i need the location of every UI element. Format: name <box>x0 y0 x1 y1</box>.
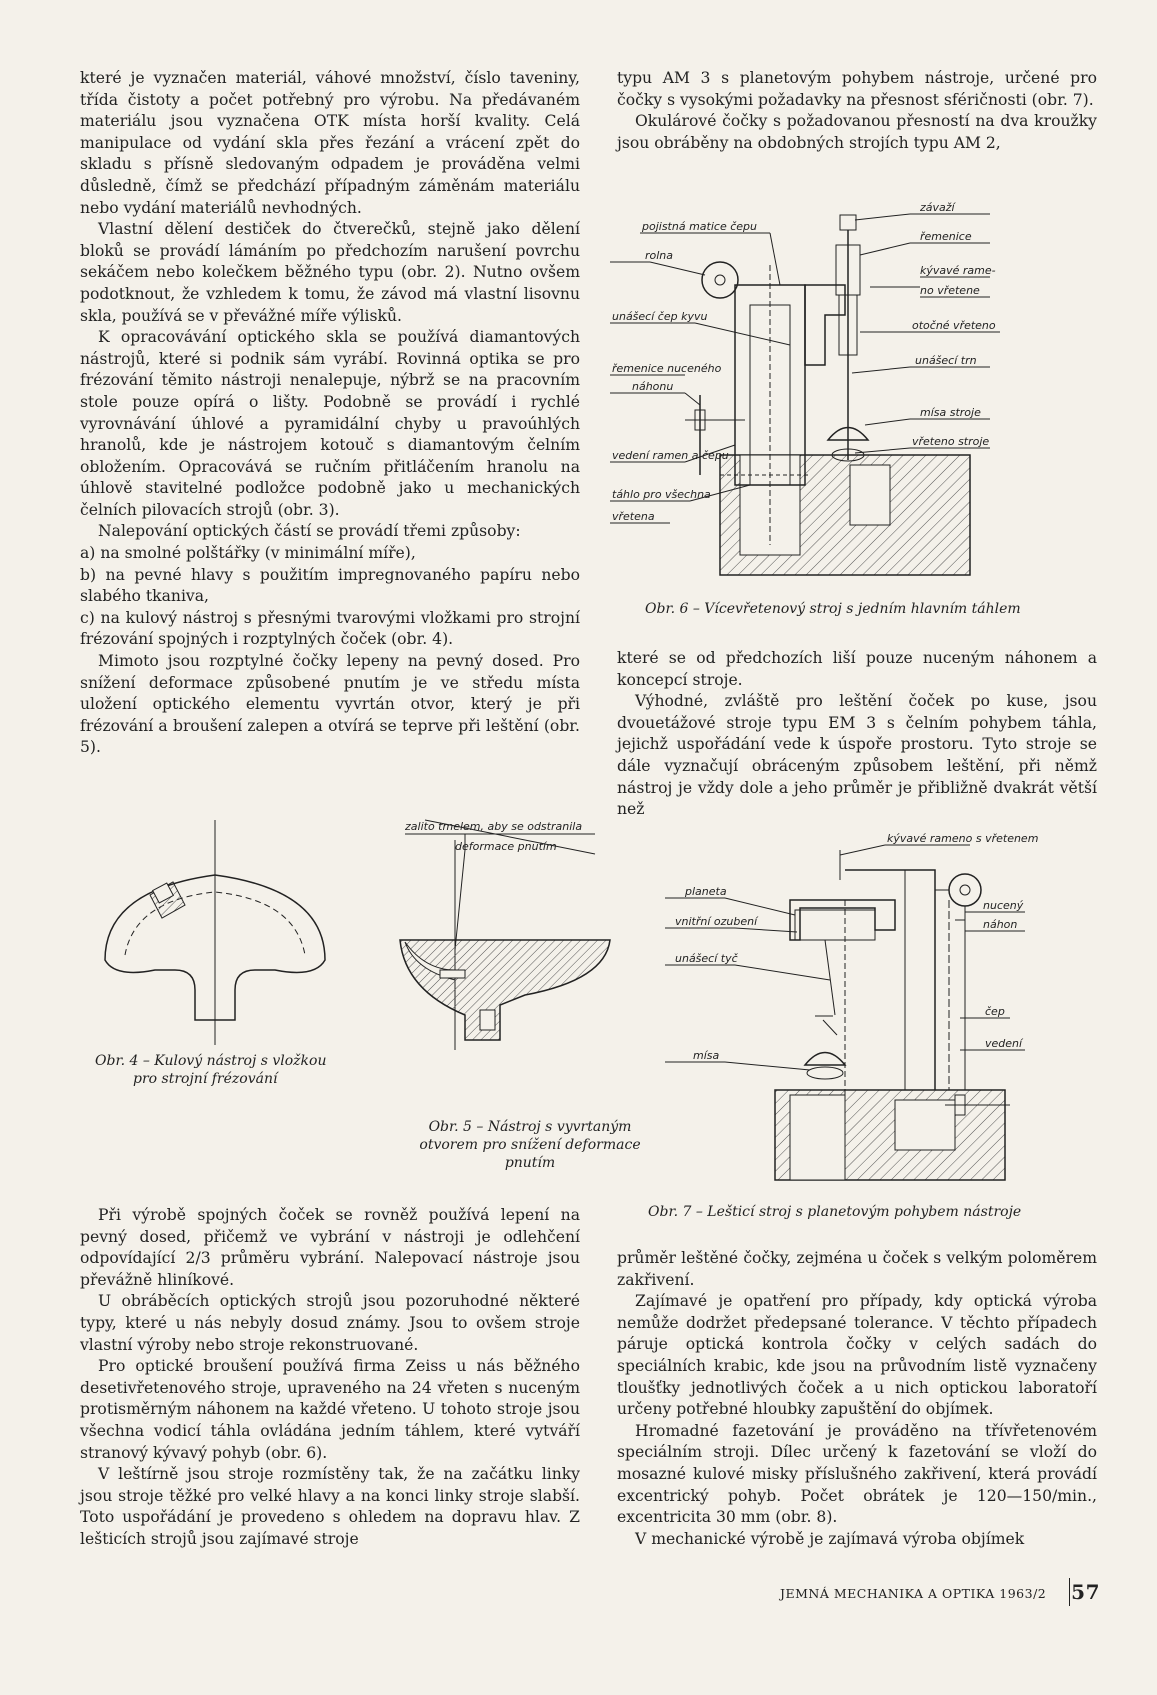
fig6-label-tahlo-1: táhlo pro všechna <box>612 488 711 501</box>
left-column-text-lower <box>80 1205 580 1551</box>
page-footer <box>780 1580 1100 1604</box>
fig7-label-nuceny-1: nucený <box>983 899 1024 912</box>
fig7-label-misa: mísa <box>693 1049 720 1062</box>
left-column-paragraph: c) na kulový nástroj s přesnými tvarovými vložkami pro strojní frézování spojných i rozptylných čoček (obr. 4). <box>80 608 580 649</box>
fig6-label-tahlo-2: vřetena <box>612 510 655 523</box>
figure-5-drawing <box>395 820 625 1060</box>
left-column-2-paragraph: Při výrobě spojných čoček se rovněž používá lepení na pevný dosed, přičemž ve vybrání v nástroji je odlehčení odpovídající 2/3 průměru vybrání. Nalepovací nástroje jsou převážně hliníkové. <box>80 1206 580 1289</box>
fig5-label-zalito: zalito tmelem, aby se odstranila <box>405 820 583 833</box>
left-column-paragraph: Nalepování optických částí se provádí třemi způsoby: <box>98 522 521 541</box>
page-number: 57 <box>1071 1580 1100 1604</box>
fig6-label-unaseci-trn: unášecí trn <box>915 354 977 367</box>
figure-5-caption <box>400 1118 660 1172</box>
fig6-label-remenice-nuceneho-2: náhonu <box>632 380 674 393</box>
figure-5-caption-line-3: pnutím <box>504 1155 556 1171</box>
left-column-paragraph: Vlastní dělení destiček do čtverečků, stejně jako dělení bloků se provádí lámáním po předchozím narušení povrchu sekáčem nebo kolečkem běžného typu (obr. 2). Nutno ovšem podotknout, že vzhledem k tomu, že závod má vlastní lisovnu skla, používá se v převážné míře výlisků. <box>80 220 580 325</box>
right-column-3-paragraph: průměr leštěné čočky, zejména u čoček s velkým poloměrem zakřivení. <box>617 1249 1097 1289</box>
right-column-paragraph: Okulárové čočky s požadovanou přesností na dva kroužky jsou obráběny na obdobných strojích typu AM 2, <box>617 112 1097 152</box>
fig6-label-misa-stroje: mísa stroje <box>920 406 981 419</box>
right-column-text-lower <box>617 1248 1097 1550</box>
fig6-label-kyvave-rameno-1: kývavé rame- <box>920 264 996 277</box>
fig7-label-cep: čep <box>985 1005 1005 1018</box>
left-column-2-paragraph: V leštírně jsou stroje rozmístěny tak, že na začátku linky jsou stroje těžké pro velké hlavy a na konci linky stroje slabší. Toto uspořádání je provedeno s ohledem na dopravu hlav. Z lešticích strojů jsou zajímavé stroje <box>80 1465 580 1548</box>
right-column-text <box>617 68 1097 154</box>
fig7-label-kyvave-rameno: kývavé rameno s vřetenem <box>887 832 1039 845</box>
left-column-paragraph: které je vyznačen materiál, váhové množství, číslo taveniny, třída čistoty a počet potřebný pro výrobu. Na předávaném materiálu jsou vyznačena OTK místa horší kvality. Celá manipulace od vydání skla přes řezání a vrácení zpět do skladu s přísně sledovaným odpadem je prováděna velmi důsledně, čímž se předchází případným záměnám materiálu nebo vydání materiálů nevhodných. <box>80 69 580 217</box>
left-column-paragraph: b) na pevné hlavy s použitím impregnovaného papíru nebo slabého tkaniva, <box>80 565 580 606</box>
figure-4-caption <box>95 1052 375 1088</box>
fig6-label-vedeni-ramen: vedení ramen a čepu <box>612 449 729 462</box>
figure-4-drawing <box>95 820 345 1050</box>
left-column-2-paragraph: Pro optické broušení používá firma Zeiss u nás běžného desetivřetenového stroje, upraveného na 24 vřeten s nuceným protisměrným náhonem na každé vřeteno. U tohoto stroje jsou všechna vodicí táhla ovládána jedním táhlem, které vytváří stranový kývavý pohyb (obr. 6). <box>80 1357 580 1462</box>
fig7-label-vedeni: vedení <box>985 1037 1023 1050</box>
left-column-paragraph: K opracovávání optického skla se používá diamantových nástrojů, které si podnik sám vyrábí. Rovinná optika se pro frézování těmito nástroji nenalepuje, nýbrž se na pracovním stole pouze opírá o lišty. Podobně se provádí i rychlé vyrovnávání úhlové a pyramidální chyby u pravoúhlých hranolů, kde je nástrojem kotouč s diamantovým čelním obložením. Opracovává se ručním přitláčením hranolu na úhlově stavitelné podložce podobně jako u mechanických čelních pilovacích strojů (obr. 3). <box>80 328 580 519</box>
fig6-label-zavazi: závaží <box>920 201 955 214</box>
figure-4-caption-line-2: pro strojní frézování <box>133 1071 278 1087</box>
figure-5-caption-line-1: Obr. 5 – Nástroj s vyvrtaným <box>428 1119 632 1135</box>
fig6-label-rolna: rolna <box>645 249 674 262</box>
fig6-label-remenice-nuceneho-1: řemenice nuceného <box>612 362 722 375</box>
fig7-label-vnitrni-ozubeni: vnitřní ozubení <box>675 915 758 928</box>
right-column-3-paragraph: Zajímavé je opatření pro případy, kdy optická výroba nemůže dodržet předepsané tolerance. V těchto případech páruje optická kontrola čočky v celých sadách do speciálních krabic, kde jsou na průvodním listě vyznačeny tloušťky jednotlivých čoček a u nich optickou laboratoří určeny potřebné hloubky zapuštění do objímek. <box>617 1292 1097 1419</box>
left-column-paragraph: Mimoto jsou rozptylné čočky lepeny na pevný dosed. Pro snížení deformace způsobené pnutím je ve středu místa uložení optického elementu vyvrtán otvor, který je při frézování a broušení zalepen a otvírá se teprve při leštění (obr. 5). <box>80 652 580 757</box>
figure-7-caption: Obr. 7 – Lešticí stroj s planetovým pohybem nástroje <box>648 1204 1022 1220</box>
left-column-2-paragraph: U obráběcích optických strojů jsou pozoruhodné některé typy, které u nás nebyly dosud známy. Jsou to ovšem stroje vlastní výroby nebo stroje rekonstruované. <box>80 1292 580 1354</box>
fig6-label-vreteno-stroje: vřeteno stroje <box>912 435 990 448</box>
footer-divider <box>1069 1578 1070 1606</box>
left-column-text <box>80 68 580 759</box>
fig7-label-nuceny-2: náhon <box>983 918 1018 931</box>
fig7-label-planeta: planeta <box>685 885 727 898</box>
figure-7-drawing <box>665 832 1085 1190</box>
fig5-label-deformace: deformace pnutím <box>455 840 557 853</box>
figure-4-caption-line-1: Obr. 4 – Kulový nástroj s vložkou <box>95 1053 327 1069</box>
right-column-3-paragraph: Hromadné fazetování je prováděno na třívřetenovém speciálním stroji. Dílec určený k fazetování se vloží do mosazné kulové misky příslušného zakřivení, která provádí excentrický pohyb. Počet obrátek je 120—150/min., excentricita 30 mm (obr. 8). <box>617 1421 1097 1527</box>
figure-6-caption: Obr. 6 – Vícevřetenový stroj s jedním hlavním táhlem <box>645 601 1021 617</box>
right-column-text-middle <box>617 648 1097 821</box>
journal-name: JEMNÁ MECHANIKA A OPTIKA 1963/2 <box>780 1586 1047 1601</box>
fig6-label-otocne-vreteno: otočné vřeteno <box>912 319 996 332</box>
right-column-2-paragraph: Výhodné, zvláště pro leštění čoček po kuse, jsou dvouetážové stroje typu EM 3 s čelním pohybem táhla, jejichž uspořádání vede k úspoře prostoru. Tyto stroje se dále vyznačují obráceným způsobem leštění, při němž nástroj je vždy dole a jeho průměr je přibližně dvakrát větší než <box>617 692 1097 819</box>
right-column-3-paragraph: V mechanické výrobě je zajímavá výroba objímek <box>635 1529 1025 1548</box>
fig6-label-unaseci-cep: unášecí čep kyvu <box>612 310 708 323</box>
fig7-label-unaseci-tyc: unášecí tyč <box>675 952 738 965</box>
fig6-label-remenice: řemenice <box>920 230 972 243</box>
fig6-label-pojistna-matice: pojistná matice čepu <box>642 220 757 233</box>
left-column-paragraph: a) na smolné polštářky (v minimální míře), <box>80 544 416 563</box>
right-column-2-paragraph: které se od předchozích liší pouze nuceným náhonem a koncepcí stroje. <box>617 649 1097 689</box>
figure-6-drawing <box>610 201 1090 590</box>
figure-5-caption-line-2: otvorem pro snížení deformace <box>419 1137 641 1153</box>
right-column-paragraph: typu AM 3 s planetovým pohybem nástroje, určené pro čočky s vysokými požadavky na přesnost sféričnosti (obr. 7). <box>617 69 1097 109</box>
fig6-label-kyvave-rameno-2: no vřetene <box>920 284 980 297</box>
